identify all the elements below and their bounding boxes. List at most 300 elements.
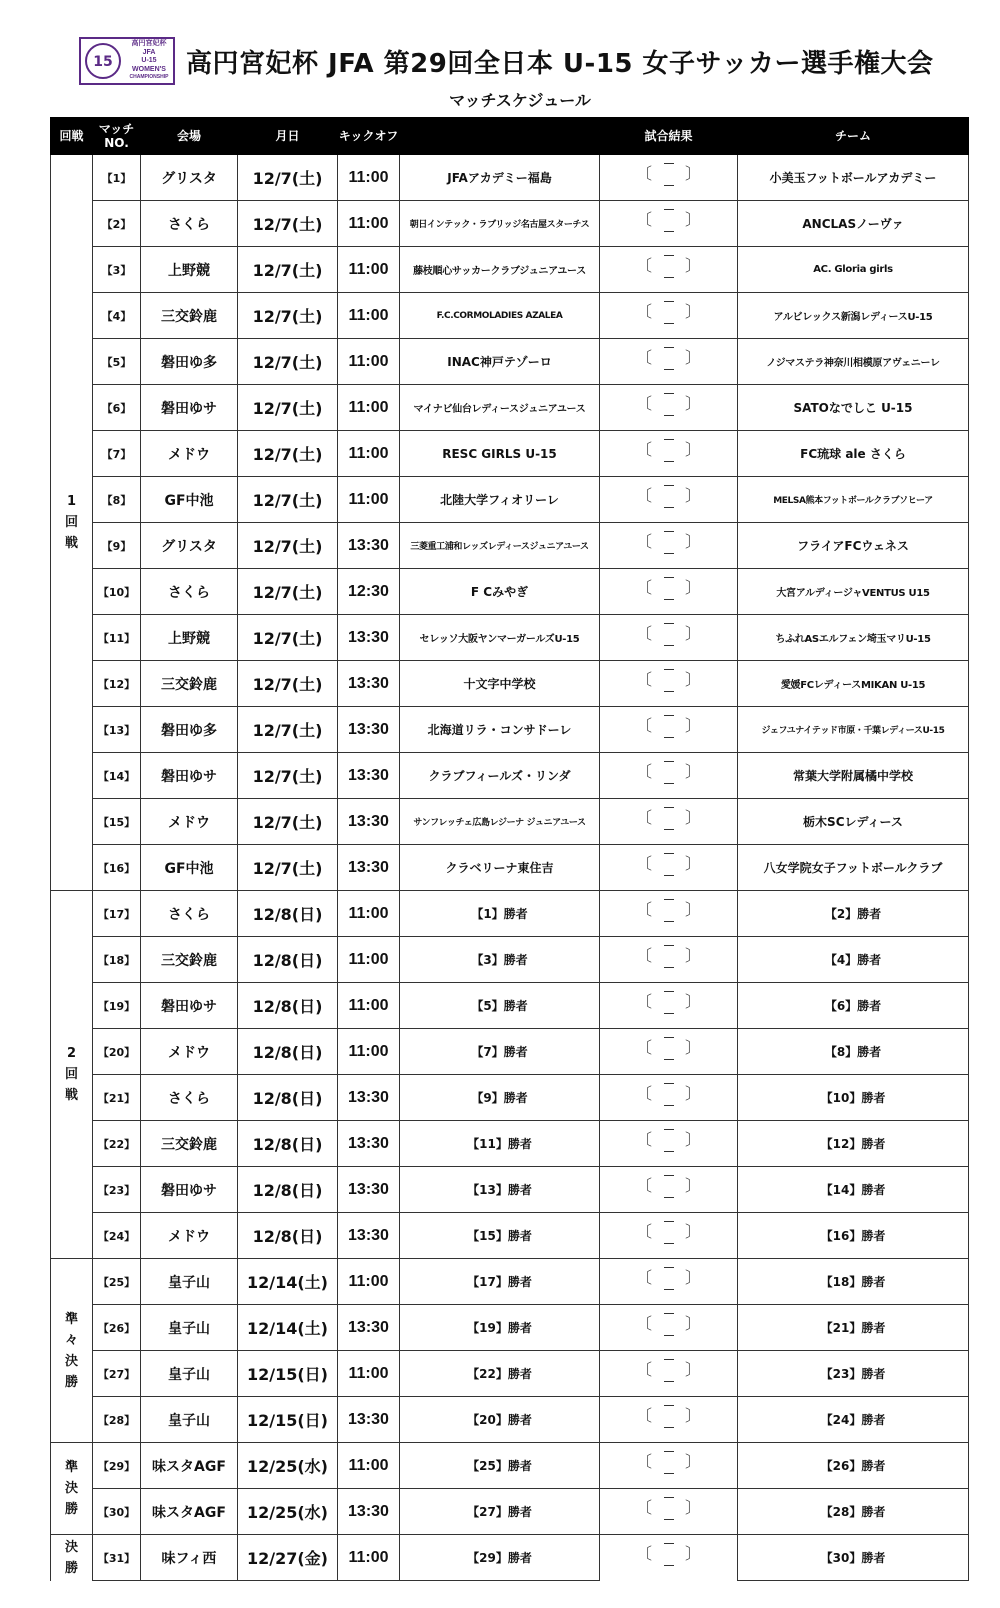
kickoff-time: 11:00 bbox=[338, 983, 400, 1029]
team-home: 【11】勝者 bbox=[400, 1121, 600, 1167]
team-home: 【9】勝者 bbox=[400, 1075, 600, 1121]
match-no: 【22】 bbox=[93, 1121, 141, 1167]
team-away: 小美玉フットボールアカデミー bbox=[738, 155, 969, 201]
score-line bbox=[664, 301, 674, 302]
score-line bbox=[664, 209, 674, 210]
match-result bbox=[600, 1213, 738, 1259]
score-line bbox=[664, 185, 674, 186]
score-line bbox=[664, 1473, 674, 1474]
score-line bbox=[664, 1497, 674, 1498]
score-line bbox=[664, 553, 674, 554]
score-line bbox=[664, 967, 674, 968]
kickoff-time: 11:00 bbox=[338, 431, 400, 477]
venue: さくら bbox=[141, 569, 238, 615]
table-row bbox=[51, 1029, 969, 1075]
score-line bbox=[664, 231, 674, 232]
page-title: 高円宮妃杯 JFA 第29回全日本 U-15 女子サッカー選手権大会 bbox=[186, 49, 934, 79]
venue: 上野競 bbox=[141, 615, 238, 661]
venue: メドウ bbox=[141, 431, 238, 477]
match-date: 12/8(日) bbox=[238, 1121, 338, 1167]
result-bracket-left: 〔 bbox=[636, 716, 653, 735]
match-no: 【16】 bbox=[93, 845, 141, 891]
match-result bbox=[600, 1489, 738, 1535]
score-line bbox=[664, 461, 674, 462]
score-line bbox=[664, 1243, 674, 1244]
result-bracket-right: 〕 bbox=[684, 210, 701, 229]
team-away: 【4】勝者 bbox=[738, 937, 969, 983]
table-row bbox=[51, 1535, 969, 1581]
table-row bbox=[51, 1489, 969, 1535]
logo-text: 高円宮妃杯 JFA U-15 WOMEN'S CHAMPIONSHIP bbox=[129, 40, 169, 80]
match-result bbox=[600, 1443, 738, 1489]
team-home: RESC GIRLS U-15 bbox=[400, 431, 600, 477]
result-bracket-left: 〔 bbox=[636, 256, 653, 275]
kickoff-time: 13:30 bbox=[338, 1075, 400, 1121]
schedule-body bbox=[51, 155, 969, 1581]
match-result bbox=[600, 891, 738, 937]
result-bracket-left: 〔 bbox=[636, 900, 653, 919]
score-line bbox=[664, 1129, 674, 1130]
kickoff-time: 11:00 bbox=[338, 201, 400, 247]
result-bracket-right: 〕 bbox=[684, 1406, 701, 1425]
match-no: 【31】 bbox=[93, 1535, 141, 1581]
team-home: JFAアカデミー福島 bbox=[400, 155, 600, 201]
match-date: 12/14(土) bbox=[238, 1305, 338, 1351]
team-home: 【25】勝者 bbox=[400, 1443, 600, 1489]
table-row bbox=[51, 1075, 969, 1121]
result-bracket-right: 〕 bbox=[684, 164, 701, 183]
team-home: INAC神戸テゾーロ bbox=[400, 339, 600, 385]
match-date: 12/7(土) bbox=[238, 155, 338, 201]
venue: GF中池 bbox=[141, 845, 238, 891]
result-bracket-right: 〕 bbox=[684, 1544, 701, 1563]
venue: GF中池 bbox=[141, 477, 238, 523]
kickoff-time: 11:00 bbox=[338, 247, 400, 293]
team-home: クラベリーナ東住吉 bbox=[400, 845, 600, 891]
match-no: 【13】 bbox=[93, 707, 141, 753]
score-line bbox=[664, 899, 674, 900]
match-result bbox=[600, 431, 738, 477]
result-bracket-left: 〔 bbox=[636, 1268, 653, 1287]
score-line bbox=[664, 737, 674, 738]
match-result bbox=[600, 1259, 738, 1305]
kickoff-time: 11:00 bbox=[338, 1259, 400, 1305]
match-no: 【6】 bbox=[93, 385, 141, 431]
result-bracket-right: 〕 bbox=[684, 440, 701, 459]
team-away: 【28】勝者 bbox=[738, 1489, 969, 1535]
table-row bbox=[51, 799, 969, 845]
match-date: 12/7(土) bbox=[238, 523, 338, 569]
logo-emblem-icon bbox=[83, 41, 123, 81]
result-bracket-right: 〕 bbox=[684, 992, 701, 1011]
match-no: 【29】 bbox=[93, 1443, 141, 1489]
result-bracket-left: 〔 bbox=[636, 992, 653, 1011]
kickoff-time: 11:00 bbox=[338, 891, 400, 937]
score-line bbox=[664, 1151, 674, 1152]
team-away: 常葉大学附属橘中学校 bbox=[738, 753, 969, 799]
match-result bbox=[600, 247, 738, 293]
team-away: 栃木SCレディース bbox=[738, 799, 969, 845]
score-line bbox=[664, 875, 674, 876]
result-bracket-right: 〕 bbox=[684, 1268, 701, 1287]
match-no: 【5】 bbox=[93, 339, 141, 385]
team-away: 大宮アルディージャVENTUS U15 bbox=[738, 569, 969, 615]
result-bracket-right: 〕 bbox=[684, 1176, 701, 1195]
venue: 磐田ゆ多 bbox=[141, 339, 238, 385]
kickoff-time: 11:00 bbox=[338, 1443, 400, 1489]
score-line bbox=[664, 1037, 674, 1038]
score-line bbox=[664, 1405, 674, 1406]
result-bracket-left: 〔 bbox=[636, 1084, 653, 1103]
score-line bbox=[664, 277, 674, 278]
match-date: 12/27(金) bbox=[238, 1535, 338, 1581]
match-result bbox=[600, 523, 738, 569]
score-line bbox=[664, 669, 674, 670]
kickoff-time: 13:30 bbox=[338, 661, 400, 707]
score-line bbox=[664, 415, 674, 416]
score-line bbox=[664, 645, 674, 646]
result-bracket-right: 〕 bbox=[684, 900, 701, 919]
match-date: 12/15(日) bbox=[238, 1351, 338, 1397]
team-away: FC琉球 ale さくら bbox=[738, 431, 969, 477]
team-away: ちふれASエルフェン埼玉マリU-15 bbox=[738, 615, 969, 661]
match-result bbox=[600, 569, 738, 615]
score-line bbox=[664, 1427, 674, 1428]
table-row bbox=[51, 1167, 969, 1213]
match-no: 【12】 bbox=[93, 661, 141, 707]
result-bracket-right: 〕 bbox=[684, 302, 701, 321]
match-result bbox=[600, 707, 738, 753]
team-home: 【5】勝者 bbox=[400, 983, 600, 1029]
result-bracket-right: 〕 bbox=[684, 1498, 701, 1517]
venue: さくら bbox=[141, 201, 238, 247]
table-row bbox=[51, 1213, 969, 1259]
kickoff-time: 13:30 bbox=[338, 1489, 400, 1535]
result-bracket-left: 〔 bbox=[636, 164, 653, 183]
kickoff-time: 11:00 bbox=[338, 937, 400, 983]
round-label: 準々決勝 bbox=[51, 1259, 93, 1443]
score-line bbox=[664, 1543, 674, 1544]
result-bracket-left: 〔 bbox=[636, 808, 653, 827]
match-no: 【19】 bbox=[93, 983, 141, 1029]
table-row bbox=[51, 615, 969, 661]
table-row bbox=[51, 201, 969, 247]
table-row bbox=[51, 293, 969, 339]
table-row bbox=[51, 523, 969, 569]
team-away: SATOなでしこ U-15 bbox=[738, 385, 969, 431]
match-date: 12/7(土) bbox=[238, 615, 338, 661]
kickoff-time: 13:30 bbox=[338, 845, 400, 891]
score-line bbox=[664, 1059, 674, 1060]
venue: 磐田ゆサ bbox=[141, 753, 238, 799]
team-away: 【12】勝者 bbox=[738, 1121, 969, 1167]
kickoff-time: 11:00 bbox=[338, 477, 400, 523]
result-bracket-left: 〔 bbox=[636, 394, 653, 413]
team-away: 【26】勝者 bbox=[738, 1443, 969, 1489]
score-line bbox=[664, 1013, 674, 1014]
score-line bbox=[664, 1565, 674, 1566]
score-line bbox=[664, 1359, 674, 1360]
team-home: 三菱重工浦和レッズレディースジュニアユース bbox=[400, 523, 600, 569]
team-away: 【2】勝者 bbox=[738, 891, 969, 937]
score-line bbox=[664, 623, 674, 624]
match-date: 12/25(水) bbox=[238, 1443, 338, 1489]
result-bracket-right: 〕 bbox=[684, 624, 701, 643]
match-date: 12/7(土) bbox=[238, 799, 338, 845]
score-line bbox=[664, 323, 674, 324]
table-row bbox=[51, 1259, 969, 1305]
match-result bbox=[600, 1167, 738, 1213]
venue: グリスタ bbox=[141, 523, 238, 569]
kickoff-time: 13:30 bbox=[338, 615, 400, 661]
round-label: 準決勝 bbox=[51, 1443, 93, 1535]
round-label: 1回戦 bbox=[51, 155, 93, 891]
venue: 三交鈴鹿 bbox=[141, 1121, 238, 1167]
match-no: 【11】 bbox=[93, 615, 141, 661]
score-line bbox=[664, 945, 674, 946]
kickoff-time: 11:00 bbox=[338, 1535, 400, 1581]
match-date: 12/7(土) bbox=[238, 247, 338, 293]
team-home: F Cみやぎ bbox=[400, 569, 600, 615]
match-no: 【14】 bbox=[93, 753, 141, 799]
col-header-team1 bbox=[400, 118, 600, 155]
result-bracket-right: 〕 bbox=[684, 486, 701, 505]
result-bracket-right: 〕 bbox=[684, 1222, 701, 1241]
kickoff-time: 13:30 bbox=[338, 1397, 400, 1443]
team-away: 【24】勝者 bbox=[738, 1397, 969, 1443]
round-label: 2回戦 bbox=[51, 891, 93, 1259]
kickoff-time: 13:30 bbox=[338, 753, 400, 799]
table-header-row bbox=[51, 118, 969, 155]
score-line bbox=[664, 531, 674, 532]
score-line bbox=[664, 1289, 674, 1290]
score-line bbox=[664, 485, 674, 486]
team-away: ノジマステラ神奈川相模原アヴェニーレ bbox=[738, 339, 969, 385]
table-row bbox=[51, 477, 969, 523]
match-result bbox=[600, 385, 738, 431]
result-bracket-left: 〔 bbox=[636, 302, 653, 321]
team-home: 【19】勝者 bbox=[400, 1305, 600, 1351]
score-line bbox=[664, 1221, 674, 1222]
score-line bbox=[664, 1313, 674, 1314]
result-bracket-left: 〔 bbox=[636, 670, 653, 689]
venue: 磐田ゆサ bbox=[141, 1167, 238, 1213]
table-row bbox=[51, 983, 969, 1029]
venue: 味スタAGF bbox=[141, 1489, 238, 1535]
team-home: 朝日インテック・ラブリッジ名古屋スターチス bbox=[400, 201, 600, 247]
score-line bbox=[664, 783, 674, 784]
match-no: 【1】 bbox=[93, 155, 141, 201]
match-result bbox=[600, 477, 738, 523]
match-date: 12/7(土) bbox=[238, 569, 338, 615]
table-row bbox=[51, 707, 969, 753]
venue: さくら bbox=[141, 891, 238, 937]
kickoff-time: 11:00 bbox=[338, 385, 400, 431]
score-line bbox=[664, 1519, 674, 1520]
score-line bbox=[664, 599, 674, 600]
team-away: AC. Gloria girls bbox=[738, 247, 969, 293]
result-bracket-right: 〕 bbox=[684, 716, 701, 735]
match-no: 【4】 bbox=[93, 293, 141, 339]
table-row bbox=[51, 1397, 969, 1443]
score-line bbox=[664, 1267, 674, 1268]
kickoff-time: 11:00 bbox=[338, 1029, 400, 1075]
result-bracket-right: 〕 bbox=[684, 1452, 701, 1471]
match-date: 12/7(土) bbox=[238, 201, 338, 247]
match-date: 12/15(日) bbox=[238, 1397, 338, 1443]
table-row bbox=[51, 753, 969, 799]
team-home: 藤枝順心サッカークラブジュニアユース bbox=[400, 247, 600, 293]
team-away: ジェフユナイテッド市原・千葉レディースU-15 bbox=[738, 707, 969, 753]
score-line bbox=[664, 255, 674, 256]
table-row bbox=[51, 1443, 969, 1489]
table-row bbox=[51, 339, 969, 385]
match-no: 【24】 bbox=[93, 1213, 141, 1259]
match-result bbox=[600, 615, 738, 661]
venue: メドウ bbox=[141, 1029, 238, 1075]
score-line bbox=[664, 829, 674, 830]
score-line bbox=[664, 715, 674, 716]
match-result bbox=[600, 1397, 738, 1443]
match-result bbox=[600, 661, 738, 707]
result-bracket-left: 〔 bbox=[636, 1130, 653, 1149]
venue: 皇子山 bbox=[141, 1305, 238, 1351]
match-result bbox=[600, 1029, 738, 1075]
schedule-table bbox=[50, 117, 969, 1581]
match-no: 【3】 bbox=[93, 247, 141, 293]
table-row bbox=[51, 845, 969, 891]
result-bracket-right: 〕 bbox=[684, 1130, 701, 1149]
result-bracket-left: 〔 bbox=[636, 1544, 653, 1563]
match-no: 【28】 bbox=[93, 1397, 141, 1443]
match-date: 12/7(土) bbox=[238, 477, 338, 523]
col-header-no: マッチ NO. bbox=[93, 118, 141, 155]
team-home: マイナビ仙台レディースジュニアユース bbox=[400, 385, 600, 431]
result-bracket-right: 〕 bbox=[684, 1314, 701, 1333]
team-away: 【8】勝者 bbox=[738, 1029, 969, 1075]
col-header-kickoff: キックオフ bbox=[338, 118, 400, 155]
result-bracket-left: 〔 bbox=[636, 1406, 653, 1425]
result-bracket-right: 〕 bbox=[684, 854, 701, 873]
match-no: 【26】 bbox=[93, 1305, 141, 1351]
score-line bbox=[664, 1175, 674, 1176]
team-home: 【15】勝者 bbox=[400, 1213, 600, 1259]
match-result bbox=[600, 293, 738, 339]
team-home: 【29】勝者 bbox=[400, 1535, 600, 1581]
match-date: 12/8(日) bbox=[238, 983, 338, 1029]
result-bracket-left: 〔 bbox=[636, 440, 653, 459]
team-home: 【13】勝者 bbox=[400, 1167, 600, 1213]
score-line bbox=[664, 1083, 674, 1084]
table-row bbox=[51, 247, 969, 293]
score-line bbox=[664, 1335, 674, 1336]
result-bracket-left: 〔 bbox=[636, 348, 653, 367]
match-date: 12/8(日) bbox=[238, 891, 338, 937]
match-date: 12/7(土) bbox=[238, 845, 338, 891]
venue: 三交鈴鹿 bbox=[141, 293, 238, 339]
table-row bbox=[51, 1351, 969, 1397]
match-date: 12/14(土) bbox=[238, 1259, 338, 1305]
result-bracket-right: 〕 bbox=[684, 670, 701, 689]
match-date: 12/8(日) bbox=[238, 1167, 338, 1213]
venue: 三交鈴鹿 bbox=[141, 937, 238, 983]
table-row bbox=[51, 937, 969, 983]
table-row bbox=[51, 661, 969, 707]
venue: メドウ bbox=[141, 799, 238, 845]
round-label: 決勝 bbox=[51, 1535, 93, 1581]
match-date: 12/8(日) bbox=[238, 1029, 338, 1075]
match-date: 12/8(日) bbox=[238, 937, 338, 983]
result-bracket-right: 〕 bbox=[684, 808, 701, 827]
table-row bbox=[51, 155, 969, 201]
result-bracket-right: 〕 bbox=[684, 394, 701, 413]
team-home: 【7】勝者 bbox=[400, 1029, 600, 1075]
team-home: 【3】勝者 bbox=[400, 937, 600, 983]
team-home: クラブフィールズ・リンダ bbox=[400, 753, 600, 799]
score-line bbox=[664, 163, 674, 164]
match-no: 【7】 bbox=[93, 431, 141, 477]
result-bracket-right: 〕 bbox=[684, 532, 701, 551]
team-away: 【14】勝者 bbox=[738, 1167, 969, 1213]
score-line bbox=[664, 507, 674, 508]
result-bracket-right: 〕 bbox=[684, 1360, 701, 1379]
kickoff-time: 13:30 bbox=[338, 1305, 400, 1351]
venue: 磐田ゆサ bbox=[141, 385, 238, 431]
col-header-venue: 会場 bbox=[141, 118, 238, 155]
svg-text:15: 15 bbox=[93, 54, 113, 70]
match-no: 【18】 bbox=[93, 937, 141, 983]
match-date: 12/8(日) bbox=[238, 1075, 338, 1121]
venue: 磐田ゆ多 bbox=[141, 707, 238, 753]
match-no: 【9】 bbox=[93, 523, 141, 569]
match-no: 【30】 bbox=[93, 1489, 141, 1535]
col-header-date: 月日 bbox=[238, 118, 338, 155]
match-date: 12/7(土) bbox=[238, 339, 338, 385]
match-result bbox=[600, 937, 738, 983]
team-away: 八女学院女子フットボールクラブ bbox=[738, 845, 969, 891]
result-bracket-left: 〔 bbox=[636, 1314, 653, 1333]
match-no: 【20】 bbox=[93, 1029, 141, 1075]
team-away: 【6】勝者 bbox=[738, 983, 969, 1029]
match-date: 12/25(水) bbox=[238, 1489, 338, 1535]
score-line bbox=[664, 921, 674, 922]
venue: 皇子山 bbox=[141, 1397, 238, 1443]
team-away: 【16】勝者 bbox=[738, 1213, 969, 1259]
table-row bbox=[51, 1121, 969, 1167]
match-no: 【21】 bbox=[93, 1075, 141, 1121]
match-date: 12/7(土) bbox=[238, 753, 338, 799]
score-line bbox=[664, 691, 674, 692]
score-line bbox=[664, 1105, 674, 1106]
team-home: 北海道リラ・コンサドーレ bbox=[400, 707, 600, 753]
match-date: 12/7(土) bbox=[238, 707, 338, 753]
team-home: 【27】勝者 bbox=[400, 1489, 600, 1535]
team-home: 【22】勝者 bbox=[400, 1351, 600, 1397]
result-bracket-left: 〔 bbox=[636, 1222, 653, 1241]
match-result bbox=[600, 1075, 738, 1121]
result-bracket-right: 〕 bbox=[684, 1084, 701, 1103]
header bbox=[0, 0, 1000, 115]
kickoff-time: 11:00 bbox=[338, 155, 400, 201]
kickoff-time: 13:30 bbox=[338, 1121, 400, 1167]
kickoff-time: 13:30 bbox=[338, 707, 400, 753]
result-bracket-left: 〔 bbox=[636, 1452, 653, 1471]
venue: 三交鈴鹿 bbox=[141, 661, 238, 707]
match-no: 【17】 bbox=[93, 891, 141, 937]
result-bracket-left: 〔 bbox=[636, 210, 653, 229]
team-home: 【20】勝者 bbox=[400, 1397, 600, 1443]
team-away: フライアFCウェネス bbox=[738, 523, 969, 569]
